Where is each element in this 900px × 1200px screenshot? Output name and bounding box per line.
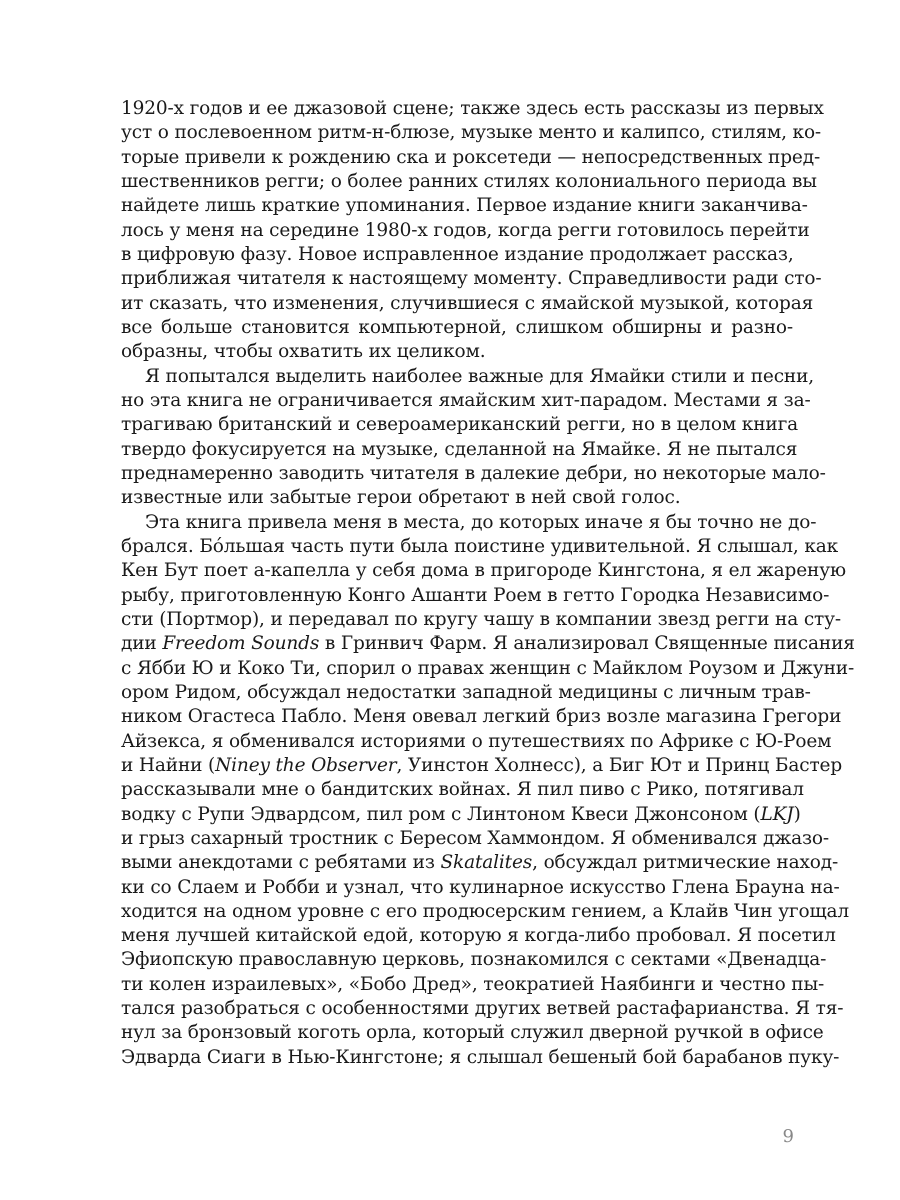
text-line: но эта книга не ограничивается ямайским хит-парадом. Местами я за- <box>121 389 811 411</box>
text-line: Эфиопскую православную церковь, познакомился с сектами «Двенадца- <box>121 949 827 971</box>
text-line: шественников регги; о более ранних стилях колониального периода вы <box>121 170 817 192</box>
text-line: образны, чтобы охватить их целиком. <box>121 341 486 363</box>
text-line: и грыз сахарный тростник с Бересом Хаммондом. Я обменивался джазо- <box>121 827 830 849</box>
text-line: дии Freedom Sounds в Гринвич Фарм. Я анализировал Священные писания <box>121 633 855 655</box>
text-line: торые привели к рождению ска и роксетеди — непосредственных пред- <box>121 146 821 168</box>
text-line: меня лучшей китайской едой, которую я когда-либо пробовал. Я посетил <box>121 925 836 947</box>
text-line: нул за бронзовый коготь орла, который служил дверной ручкой в офисе <box>121 1022 824 1044</box>
text-line: ки со Слаем и Робби и узнал, что кулинарное искусство Глена Брауна на- <box>121 876 840 898</box>
text-line: Эдварда Сиаги в Нью-Кингстоне; я слышал бешеный бой барабанов пуку- <box>121 1046 840 1068</box>
text-line: водку с Рупи Эдвардсом, пил ром с Линтоном Квеси Джонсоном (LKJ) <box>121 803 801 825</box>
italic-title: LKJ <box>760 803 794 825</box>
text-line: Я попытался выделить наиболее важные для Ямайки стили и песни, <box>145 365 815 387</box>
text-line: 1920-х годов и ее джазовой сцене; также здесь есть рассказы из первых <box>121 98 824 119</box>
text-line: найдете лишь краткие упоминания. Первое издание книги заканчива- <box>121 195 808 217</box>
text-line: трагиваю британский и североамериканский регги, но в целом книга <box>121 414 798 436</box>
text-line: ти колен израилевых», «Бобо Дред», теократией Наябинги и честно пы- <box>121 973 825 995</box>
text-line: рассказывали мне о бандитских войнах. Я пил пиво с Рико, потягивал <box>121 779 804 801</box>
italic-title: Freedom Sounds <box>162 633 320 655</box>
text-line: преднамеренно заводить читателя в далекие дебри, но некоторые мало- <box>121 462 826 484</box>
text-line: Айзекса, я обменивался историями о путешествиях по Африке с Ю-Роем <box>121 730 832 752</box>
text-line: рыбу, приготовленную Конго Ашанти Роем в гетто Городка Независимо- <box>121 584 830 606</box>
page-number: 9 <box>782 1126 794 1147</box>
text-line: Эта книга привела меня в места, до которых иначе я бы точно не до- <box>145 511 817 533</box>
text-line: выми анекдотами с ребятами из Skatalites, обсуждал ритмические наход- <box>121 852 839 874</box>
text-line: тался разобраться с особенностями других ветвей растафарианства. Я тя- <box>121 998 844 1020</box>
text-line: брался. Бóльшая часть пути была поистине удивительной. Я слышал, как <box>121 535 839 557</box>
text-line: ором Ридом, обсуждал недостатки западной медицины с личным трав- <box>121 681 811 703</box>
text-line: лось у меня на середине 1980-х годов, когда регги готовилось перейти <box>121 219 810 241</box>
italic-title: Niney the Observer <box>215 754 397 776</box>
text-line: ходится на одном уровне с его продюсерским гением, а Клайв Чин угощал <box>121 900 849 922</box>
text-line: ником Огастеса Пабло. Меня овевал легкий бриз возле магазина Грегори <box>121 706 842 728</box>
text-line: уст о послевоенном ритм-н-блюзе, музыке менто и калипсо, стилям, ко- <box>121 122 822 144</box>
italic-title: Skatalites <box>440 852 533 874</box>
text-line: и Найни (Niney the Observer, Уинстон Холнесс), а Биг Ют и Принц Бастер <box>121 754 843 776</box>
text-line: сти (Портмор), и передавал по кругу чашу в компании звезд регги на сту- <box>121 608 841 630</box>
text-line: в цифровую фазу. Новое исправленное издание продолжает рассказ, <box>121 243 794 265</box>
text-line: все больше становится компьютерной, слишком обширны и разно- <box>121 316 793 338</box>
text-line: известные или забытые герои обретают в ней свой голос. <box>121 487 681 509</box>
text-line: Кен Бут поет а-капелла у себя дома в пригороде Кингстона, я ел жареную <box>121 560 846 582</box>
text-line: твердо фокусируется на музыке, сделанной на Ямайке. Я не пытался <box>121 438 798 460</box>
text-line: с Ябби Ю и Коко Ти, спорил о правах женщин с Майклом Роузом и Джуни- <box>121 657 855 679</box>
text-line: ит сказать, что изменения, случившиеся с ямайской музыкой, которая <box>121 292 814 314</box>
body-text <box>121 97 855 1070</box>
text-line: приближая читателя к настоящему моменту. Справедливости ради сто- <box>121 268 822 290</box>
